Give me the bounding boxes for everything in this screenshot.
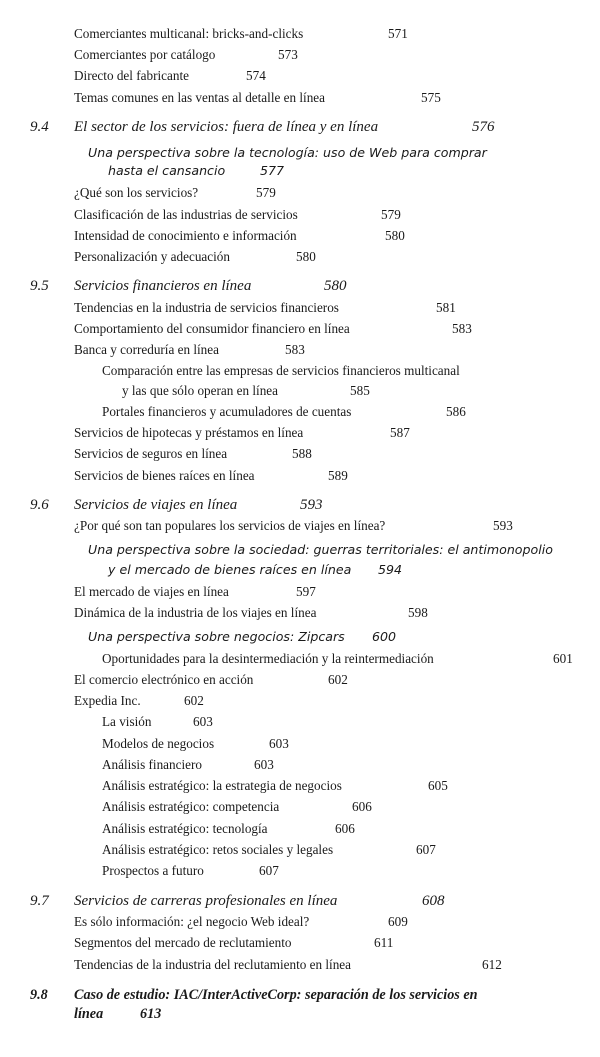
- toc-entry: [74, 47, 298, 63]
- section-number: 9.4: [30, 119, 49, 135]
- page-number: 580: [296, 249, 316, 264]
- page-number: 608: [422, 893, 445, 909]
- page-number: 611: [374, 935, 394, 950]
- toc-entry-text: El comercio electrónico en acción: [74, 672, 254, 687]
- page-number: 586: [446, 404, 466, 419]
- page-number: 577: [260, 163, 285, 178]
- page-number: 574: [246, 68, 266, 83]
- perspective-entry-continued: [108, 562, 403, 578]
- perspective-text: Una perspectiva sobre la sociedad: guerras territoriales: el antimonopolio: [88, 542, 553, 557]
- toc-entry-text: Servicios de hipotecas y préstamos en línea: [74, 425, 304, 440]
- toc-subentry: [102, 404, 466, 420]
- perspective-text: hasta el cansancio: [108, 163, 226, 178]
- page-number: 580: [385, 228, 405, 243]
- page-number: 605: [428, 778, 448, 793]
- page-number: 603: [254, 757, 274, 772]
- page-number: 587: [390, 425, 410, 440]
- toc-subentry: [102, 778, 448, 794]
- page-number: 593: [300, 497, 323, 513]
- toc-entry-text: ¿Qué son los servicios?: [74, 185, 199, 200]
- toc-entry-text: Oportunidades para la desintermediación y la reintermediación: [102, 651, 434, 666]
- toc-entry-text: Banca y correduría en línea: [74, 342, 219, 357]
- page-number: 606: [352, 799, 372, 814]
- page-number: 602: [328, 672, 348, 687]
- toc-entry: [74, 935, 394, 951]
- section-title: Servicios financieros en línea: [74, 278, 252, 294]
- perspective-entry: [88, 542, 553, 558]
- page-number: 571: [388, 26, 408, 41]
- toc-entry-text: Servicios de bienes raíces en línea: [74, 468, 255, 483]
- page-number: 607: [416, 842, 436, 857]
- toc-entry-text: Análisis financiero: [102, 757, 202, 772]
- section-number: 9.5: [30, 278, 49, 294]
- page-number: 598: [408, 605, 428, 620]
- toc-entry-text: Expedia Inc.: [74, 693, 141, 708]
- toc-subentry: [102, 714, 213, 730]
- toc-entry: [74, 321, 472, 337]
- toc-entry-text: Intensidad de conocimiento e información: [74, 228, 297, 243]
- section-number: 9.6: [30, 497, 49, 513]
- section-title: El sector de los servicios: fuera de línea y en línea: [74, 119, 379, 135]
- page-number: 583: [285, 342, 305, 357]
- toc-entry: [74, 957, 502, 973]
- toc-entry: [74, 342, 305, 358]
- toc-entry: [74, 90, 441, 106]
- toc-entry: [74, 693, 204, 709]
- page-number: 583: [452, 321, 472, 336]
- perspective-entry-continued: [108, 163, 285, 179]
- toc-entry-text: Temas comunes en las ventas al detalle en línea: [74, 90, 326, 105]
- page-number: 600: [372, 629, 397, 644]
- page-number: 603: [269, 736, 289, 751]
- toc-entry: [74, 605, 428, 621]
- page-number: 603: [193, 714, 213, 729]
- toc-entry: [74, 584, 316, 600]
- toc-entry-text: Comerciantes por catálogo: [74, 47, 216, 62]
- perspective-entry: [88, 145, 487, 161]
- toc-subentry: [102, 799, 372, 815]
- toc-entry-text: El mercado de viajes en línea: [74, 584, 229, 599]
- page-number: 601: [553, 651, 573, 666]
- toc-subentry-continued: [122, 383, 370, 399]
- toc-entry-text: Análisis estratégico: tecnología: [102, 821, 268, 836]
- toc-entry: [74, 914, 408, 930]
- toc-entry-text: Modelos de negocios: [102, 736, 215, 751]
- toc-entry-text: ¿Por qué son tan populares los servicios de viajes en línea?: [74, 518, 386, 533]
- toc-entry-text: Prospectos a futuro: [102, 863, 204, 878]
- page-number: 581: [436, 300, 456, 315]
- toc-subentry: [102, 757, 274, 773]
- toc-entry-text: Segmentos del mercado de reclutamiento: [74, 935, 292, 950]
- toc-entry-text: Es sólo información: ¿el negocio Web ideal?: [74, 914, 310, 929]
- toc-entry: [74, 300, 456, 316]
- toc-entry-text: Tendencias de la industria del reclutamiento en línea: [74, 957, 352, 972]
- toc-entry: [74, 468, 348, 484]
- toc-subentry: [102, 651, 573, 667]
- page-number: 579: [381, 207, 401, 222]
- section-title: Servicios de carreras profesionales en línea: [74, 893, 338, 909]
- page-number: 589: [328, 468, 348, 483]
- perspective-text: Una perspectiva sobre la tecnología: uso de Web para comprar: [88, 145, 487, 160]
- toc-subentry: [102, 863, 279, 879]
- page-number: 579: [256, 185, 276, 200]
- toc-entry: [74, 425, 410, 441]
- toc-entry: [74, 26, 408, 42]
- toc-entry-text: Comparación entre las empresas de servicios financieros multicanal: [102, 363, 460, 378]
- toc-entry: [74, 207, 401, 223]
- page-number: 573: [278, 47, 298, 62]
- section-title: línea: [74, 1006, 104, 1022]
- section-number: 9.8: [30, 987, 48, 1003]
- toc-entry-text: Análisis estratégico: retos sociales y legales: [102, 842, 334, 857]
- toc-subentry: [102, 842, 436, 858]
- toc-entry-text: Directo del fabricante: [74, 68, 189, 83]
- toc-entry-text: y las que sólo operan en línea: [122, 383, 279, 398]
- section-heading-continued: [74, 1005, 274, 1023]
- section-title: Caso de estudio: IAC/InterActiveCorp: separación de los servicios en: [74, 987, 478, 1003]
- toc-entry-text: Servicios de seguros en línea: [74, 446, 228, 461]
- perspective-text: y el mercado de bienes raíces en línea: [108, 562, 352, 577]
- page-number: 585: [350, 383, 370, 398]
- toc-entry: [74, 228, 405, 244]
- perspective-text: Una perspectiva sobre negocios: Zipcars: [88, 629, 345, 644]
- toc-entry-text: Personalización y adecuación: [74, 249, 230, 264]
- toc-subentry: [102, 821, 355, 837]
- page-number: 597: [296, 584, 316, 599]
- perspective-entry: [88, 629, 397, 645]
- page-number: 575: [421, 90, 441, 105]
- toc-entry-text: Portales financieros y acumuladores de cuentas: [102, 404, 352, 419]
- toc-entry-text: Análisis estratégico: la estrategia de negocios: [102, 778, 342, 793]
- toc-entry-text: La visión: [102, 714, 152, 729]
- page-number: 606: [335, 821, 355, 836]
- toc-entry-text: Clasificación de las industrias de servicios: [74, 207, 298, 222]
- toc-entry: [74, 249, 316, 265]
- section-number: 9.7: [30, 893, 49, 909]
- toc-entry-text: Tendencias en la industria de servicios financieros: [74, 300, 339, 315]
- section-title: Servicios de viajes en línea: [74, 497, 238, 513]
- page-number: 594: [378, 562, 403, 577]
- page-number: 613: [140, 1006, 162, 1022]
- toc-entry-text: Comerciantes multicanal: bricks-and-clicks: [74, 26, 304, 41]
- page-number: 593: [493, 518, 513, 533]
- page-number: 580: [324, 278, 347, 294]
- toc-entry-text: Dinámica de la industria de los viajes en línea: [74, 605, 317, 620]
- page-number: 609: [388, 914, 408, 929]
- toc-subentry: [102, 736, 289, 752]
- page-number: 602: [184, 693, 204, 708]
- page-number: 607: [259, 863, 279, 878]
- page-number: 612: [482, 957, 502, 972]
- toc-entry-text: Comportamiento del consumidor financiero en línea: [74, 321, 350, 336]
- toc-entry: [74, 68, 266, 84]
- toc-entry: [74, 672, 348, 688]
- toc-entry-text: Análisis estratégico: competencia: [102, 799, 280, 814]
- page-number: 576: [472, 119, 495, 135]
- toc-entry: [74, 518, 513, 534]
- toc-entry: [74, 185, 276, 201]
- toc-entry: [74, 446, 312, 462]
- page-number: 588: [292, 446, 312, 461]
- toc-subentry: [102, 363, 460, 379]
